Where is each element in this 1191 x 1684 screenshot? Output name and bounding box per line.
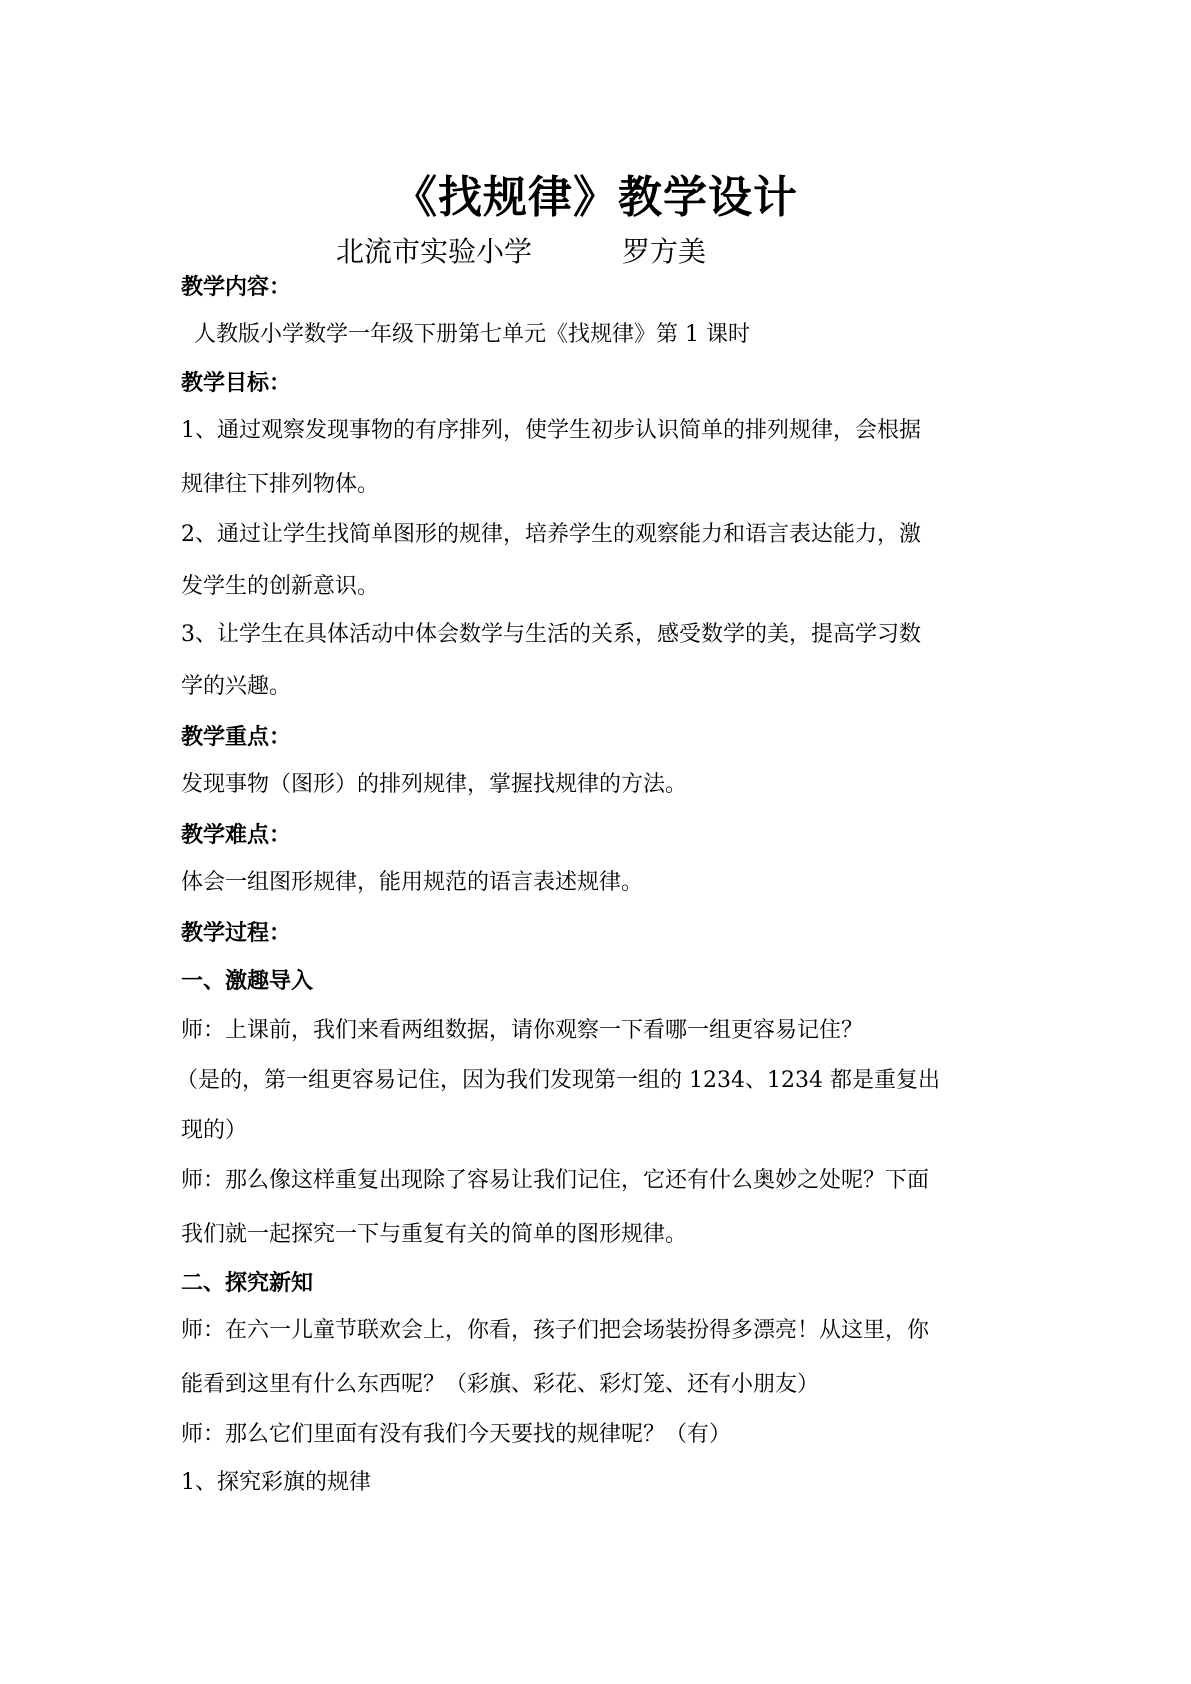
difficulty-heading: 教学难点： <box>181 822 292 848</box>
keypoint-heading: 教学重点： <box>181 724 292 750</box>
section-1-paragraph-3-line-2: 我们就一起探究一下与重复有关的简单的图形规律。 <box>181 1222 688 1247</box>
section-1-heading: 一、激趣导入 <box>181 968 314 994</box>
section-1-paragraph-2-line-1: （是的，第一组更容易记住，因为我们发现第一组的 1234、1234 都是重复出 <box>176 1068 940 1093</box>
objective-3-line-1: 3、让学生在具体活动中体会数学与生活的关系，感受数学的美，提高学习数 <box>181 622 921 647</box>
content-text: 人教版小学数学一年级下册第七单元《找规律》第 1 课时 <box>194 322 750 347</box>
school-name: 北流市实验小学 <box>336 235 533 268</box>
section-2-paragraph-2: 师：那么它们里面有没有我们今天要找的规律呢？（有） <box>181 1422 732 1447</box>
difficulty-text: 体会一组图形规律，能用规范的语言表述规律。 <box>181 870 644 895</box>
keypoint-text: 发现事物（图形）的排列规律，掌握找规律的方法。 <box>181 772 688 797</box>
objective-1-line-1: 1、通过观察发现事物的有序排列，使学生初步认识简单的排列规律，会根据 <box>181 418 921 443</box>
content-heading: 教学内容： <box>181 274 292 300</box>
section-2-paragraph-1-line-2: 能看到这里有什么东西呢？（彩旗、彩花、彩灯笼、还有小朋友） <box>181 1372 820 1397</box>
section-2-paragraph-1-line-1: 师：在六一儿童节联欢会上，你看，孩子们把会场装扮得多漂亮！从这里，你 <box>181 1318 930 1343</box>
objective-1-line-2: 规律往下排列物体。 <box>181 472 380 497</box>
section-2-heading: 二、探究新知 <box>181 1270 314 1296</box>
author-name: 罗方美 <box>622 235 707 268</box>
section-1-paragraph-2-line-2: 现的） <box>181 1118 248 1143</box>
process-heading: 教学过程： <box>181 920 292 946</box>
objective-3-line-2: 学的兴趣。 <box>181 674 292 699</box>
section-1-paragraph-1: 师：上课前，我们来看两组数据，请你观察一下看哪一组更容易记住？ <box>181 1018 864 1043</box>
document-byline <box>336 232 706 272</box>
section-2-paragraph-3: 1、探究彩旗的规律 <box>181 1470 371 1495</box>
objective-2-line-1: 2、通过让学生找简单图形的规律，培养学生的观察能力和语言表达能力，激 <box>181 522 921 547</box>
document-title: 《找规律》教学设计 <box>393 172 798 223</box>
objectives-heading: 教学目标： <box>181 370 292 396</box>
objective-2-line-2: 发学生的创新意识。 <box>181 574 380 599</box>
section-1-paragraph-3-line-1: 师：那么像这样重复出现除了容易让我们记住，它还有什么奥妙之处呢？下面 <box>181 1168 930 1193</box>
